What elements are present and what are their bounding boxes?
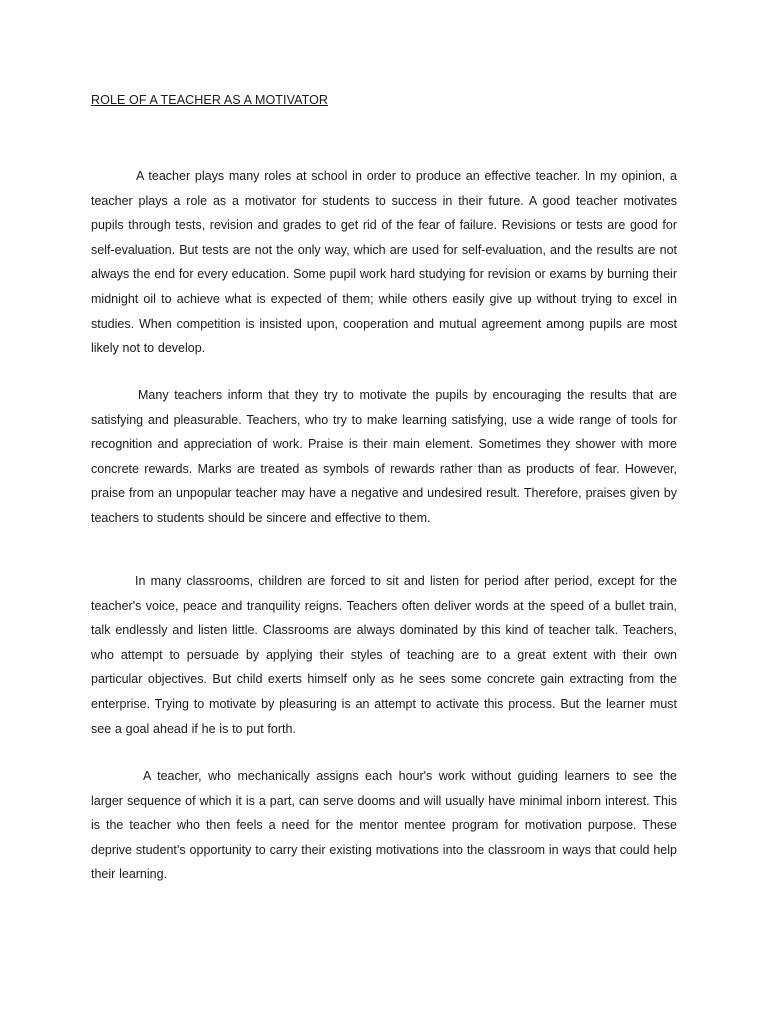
paragraph-4: A teacher, who mechanically assigns each hour's work without guiding learners to see the larger sequence of which it is a part, can serve dooms and will usually have minimal inborn interest. This is the teacher who then feels a need for the mentor mentee program for motivation purpose. These deprive student’s opportunity to carry their existing motivations into the classroom in ways that could help their learning. xyxy=(91,769,677,882)
paragraph-1: A teacher plays many roles at school in order to produce an effective teacher. In my opinion, a teacher plays a role as a motivator for students to success in their future. A good teacher motivates pupils through tests, revision and grades to get rid of the fear of failure. Revisions or tests are good for self-evaluation. But tests are not the only way, which are used for self-evaluation, and the results are not always the end for every education. Some pupil work hard studying for revision or exams by burning their midnight oil to achieve what is expected of them; while others easily give up without trying to excel in studies. When competition is insisted upon, cooperation and mutual agreement among pupils are most likely not to develop. xyxy=(91,169,677,356)
paragraph-2: Many teachers inform that they try to motivate the pupils by encouraging the results that are satisfying and pleasurable. Teachers, who try to make learning satisfying, use a wide range of tools for recognition and appreciation of work. Praise is their main element. Sometimes they shower with more concrete rewards. Marks are treated as symbols of rewards rather than as products of fear. However, praise from an unpopular teacher may have a negative and undesired result. Therefore, praises given by teachers to students should be sincere and effective to them. xyxy=(91,388,677,525)
paragraph-3: In many classrooms, children are forced to sit and listen for period after period, except for the teacher's voice, peace and tranquility reigns. Teachers often deliver words at the speed of a bullet train, talk endlessly and listen little. Classrooms are always dominated by this kind of teacher talk. Teachers, who attempt to persuade by applying their styles of teaching are to a great extent with their own particular objectives. But child exerts himself only as he sees some concrete gain extracting from the enterprise. Trying to motivate by pleasuring is an attempt to activate this process. But the learner must see a goal ahead if he is to put forth. xyxy=(91,574,677,736)
document-title: ROLE OF A TEACHER AS A MOTIVATOR xyxy=(91,93,329,107)
